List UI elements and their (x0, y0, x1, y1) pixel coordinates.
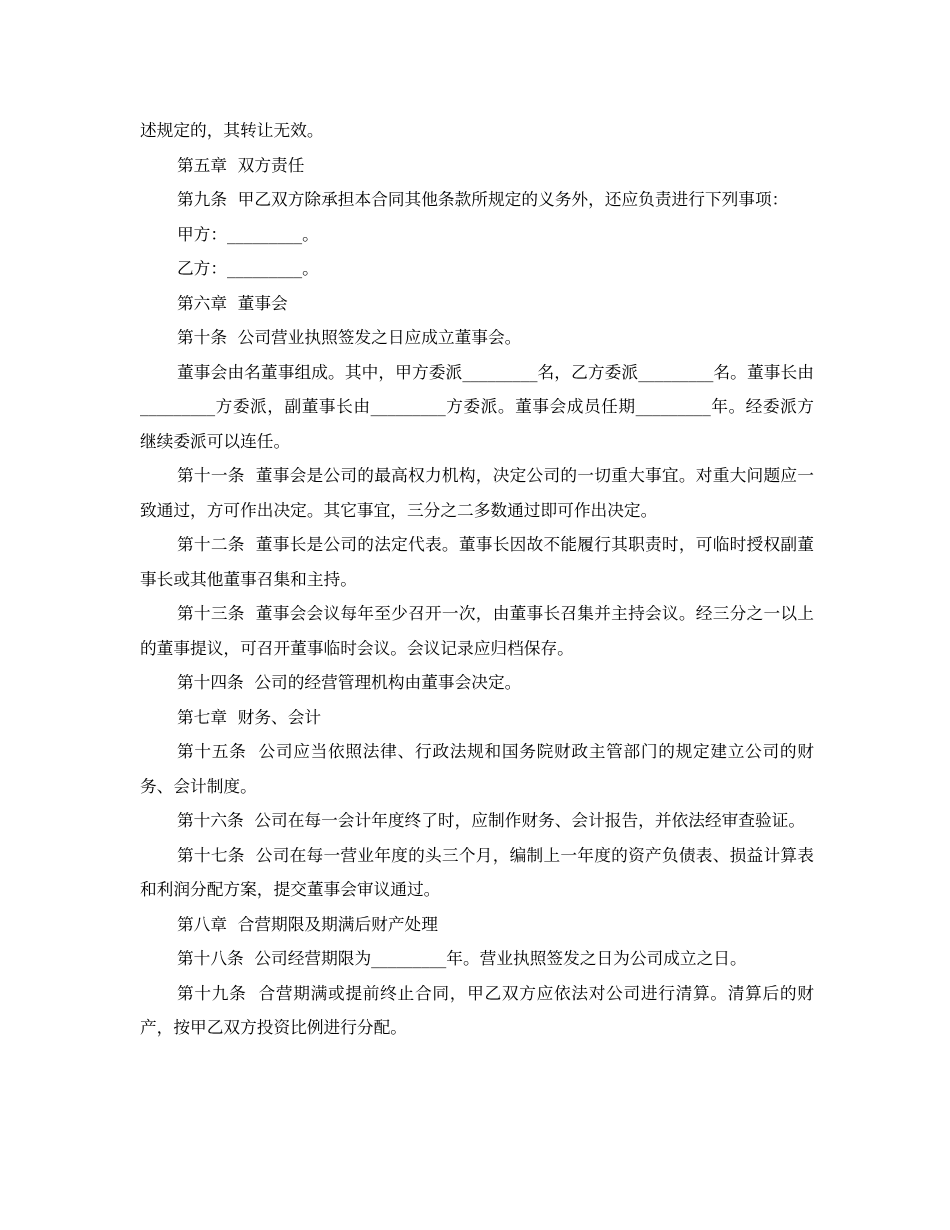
paragraph-continuation: 述规定的，其转让无效。 (140, 120, 324, 140)
chapter-heading-6: 第六章 董事会 (177, 292, 288, 313)
document-body (140, 113, 814, 1045)
article-16: 第十六条 公司在每一会计年度终了时，应制作财务、会计报告，并依法经审查验证。 (177, 810, 806, 830)
article-9: 第九条 甲乙双方除承担本合同其他条款所规定的义务外，还应负责进行下列事项： (177, 189, 789, 209)
board-composition: 董事会由名董事组成。其中，甲方委派_________名，乙方委派_________名。董事长由_________方委派，副董事长由_________方委派。董事会成员任期_________年。经委派方继续委派可以连任。 (140, 361, 814, 451)
chapter-heading-5: 第五章 双方责任 (177, 154, 305, 175)
article-10: 第十条 公司营业执照签发之日应成立董事会。 (177, 327, 522, 347)
article-17: 第十七条 公司在每一营业年度的头三个月，编制上一年度的资产负债表、损益计算表和利润分配方案，提交董事会审议通过。 (140, 844, 814, 899)
article-12: 第十二条 董事长是公司的法定代表。董事长因故不能履行其职责时，可临时授权副董事长或其他董事召集和主持。 (140, 534, 814, 589)
article-19: 第十九条 合营期满或提前终止合同，甲乙双方应依法对公司进行清算。清算后的财产，按甲乙双方投资比例进行分配。 (140, 982, 814, 1037)
chapter-heading-8: 第八章 合营期限及期满后财产处理 (177, 913, 438, 934)
chapter-heading-7: 第七章 财务、会计 (177, 706, 322, 727)
party-b-duty: 乙方：_________。 (177, 258, 319, 278)
article-15: 第十五条 公司应当依照法律、行政法规和国务院财政主管部门的规定建立公司的财务、会计制度。 (140, 741, 814, 796)
article-18: 第十八条 公司经营期限为_________年。营业执照签发之日为公司成立之日。 (177, 948, 747, 968)
article-13: 第十三条 董事会会议每年至少召开一次，由董事长召集并主持会议。经三分之一以上的董事提议，可召开董事临时会议。会议记录应归档保存。 (140, 603, 814, 658)
party-a-duty: 甲方：_________。 (177, 223, 319, 244)
article-14: 第十四条 公司的经营管理机构由董事会决定。 (177, 672, 522, 692)
article-11: 第十一条 董事会是公司的最高权力机构，决定公司的一切重大事宜。对重大问题应一致通过，方可作出决定。其它事宜，三分之二多数通过即可作出决定。 (140, 465, 814, 520)
